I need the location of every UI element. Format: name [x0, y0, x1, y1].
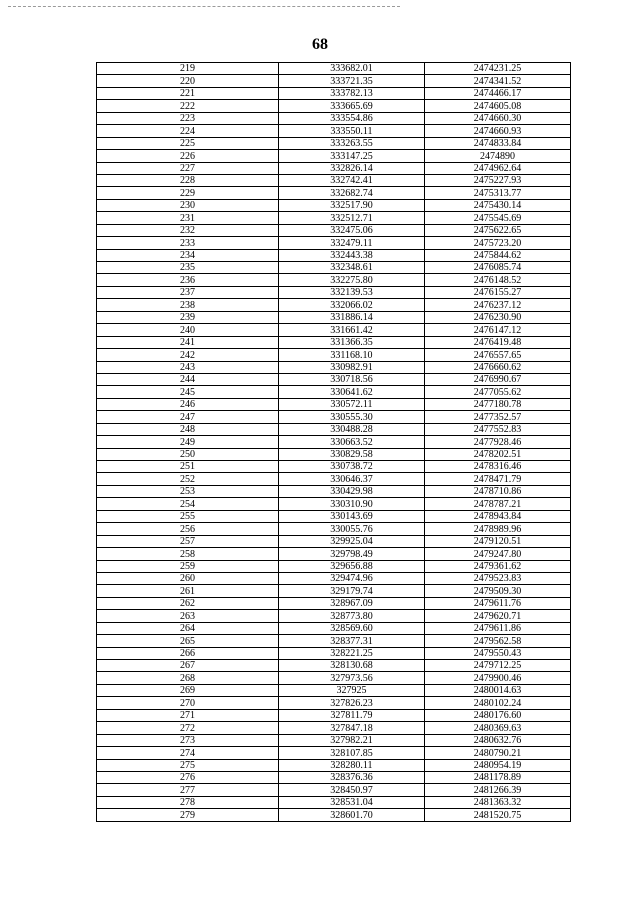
- table-row: [97, 199, 571, 211]
- x-coordinate-cell: 330555.30: [279, 411, 425, 423]
- x-coordinate-cell: 329179.74: [279, 585, 425, 597]
- x-coordinate-cell: 330646.37: [279, 473, 425, 485]
- point-number-cell: 246: [97, 398, 279, 410]
- x-coordinate-cell: 331366.35: [279, 336, 425, 348]
- table-row: [97, 461, 571, 473]
- x-coordinate-cell: 332742.41: [279, 174, 425, 186]
- point-number-cell: 237: [97, 286, 279, 298]
- table-row: [97, 311, 571, 323]
- point-number-cell: 261: [97, 585, 279, 597]
- table-row: [97, 473, 571, 485]
- table-row: [97, 150, 571, 162]
- x-coordinate-cell: 333682.01: [279, 63, 425, 75]
- table-row: [97, 485, 571, 497]
- point-number-cell: 275: [97, 759, 279, 771]
- x-coordinate-cell: 330718.56: [279, 373, 425, 385]
- y-coordinate-cell: 2476230.90: [425, 311, 571, 323]
- y-coordinate-cell: 2474466.17: [425, 87, 571, 99]
- table-row: [97, 75, 571, 87]
- x-coordinate-cell: 328569.60: [279, 622, 425, 634]
- table-row: [97, 237, 571, 249]
- y-coordinate-cell: 2481363.32: [425, 796, 571, 808]
- point-number-cell: 250: [97, 448, 279, 460]
- point-number-cell: 251: [97, 461, 279, 473]
- point-number-cell: 238: [97, 299, 279, 311]
- y-coordinate-cell: 2479562.58: [425, 635, 571, 647]
- point-number-cell: 263: [97, 610, 279, 622]
- point-number-cell: 244: [97, 373, 279, 385]
- table-row: [97, 660, 571, 672]
- point-number-cell: 273: [97, 734, 279, 746]
- table-row: [97, 373, 571, 385]
- y-coordinate-cell: 2475622.65: [425, 224, 571, 236]
- y-coordinate-cell: 2477055.62: [425, 386, 571, 398]
- y-coordinate-cell: 2479550.43: [425, 647, 571, 659]
- y-coordinate-cell: 2476148.52: [425, 274, 571, 286]
- y-coordinate-cell: 2477180.78: [425, 398, 571, 410]
- x-coordinate-cell: 333665.69: [279, 100, 425, 112]
- table-row: [97, 535, 571, 547]
- table-row: [97, 635, 571, 647]
- y-coordinate-cell: 2476155.27: [425, 286, 571, 298]
- table-row: [97, 597, 571, 609]
- y-coordinate-cell: 2476990.67: [425, 373, 571, 385]
- x-coordinate-cell: 333721.35: [279, 75, 425, 87]
- x-coordinate-cell: 327925: [279, 684, 425, 696]
- x-coordinate-cell: 332826.14: [279, 162, 425, 174]
- y-coordinate-cell: 2476660.62: [425, 361, 571, 373]
- x-coordinate-cell: 330055.76: [279, 523, 425, 535]
- point-number-cell: 230: [97, 199, 279, 211]
- table-row: [97, 622, 571, 634]
- x-coordinate-cell: 333782.13: [279, 87, 425, 99]
- table-row: [97, 336, 571, 348]
- table-row: [97, 448, 571, 460]
- y-coordinate-cell: 2476237.12: [425, 299, 571, 311]
- y-coordinate-cell: 2474890: [425, 150, 571, 162]
- point-number-cell: 233: [97, 237, 279, 249]
- table-row: [97, 162, 571, 174]
- x-coordinate-cell: 330663.52: [279, 436, 425, 448]
- point-number-cell: 254: [97, 498, 279, 510]
- point-number-cell: 258: [97, 548, 279, 560]
- y-coordinate-cell: 2474962.64: [425, 162, 571, 174]
- table-row: [97, 411, 571, 423]
- table-row: [97, 560, 571, 572]
- y-coordinate-cell: 2475227.93: [425, 174, 571, 186]
- point-number-cell: 279: [97, 809, 279, 821]
- x-coordinate-cell: 330982.91: [279, 361, 425, 373]
- point-number-cell: 260: [97, 572, 279, 584]
- table-row: [97, 274, 571, 286]
- point-number-cell: 269: [97, 684, 279, 696]
- table-row: [97, 361, 571, 373]
- y-coordinate-cell: 2475313.77: [425, 187, 571, 199]
- y-coordinate-cell: 2478989.96: [425, 523, 571, 535]
- x-coordinate-cell: 328450.97: [279, 784, 425, 796]
- x-coordinate-cell: 333554.86: [279, 112, 425, 124]
- x-coordinate-cell: 331886.14: [279, 311, 425, 323]
- point-number-cell: 256: [97, 523, 279, 535]
- point-number-cell: 259: [97, 560, 279, 572]
- table-row: [97, 87, 571, 99]
- y-coordinate-cell: 2479509.30: [425, 585, 571, 597]
- point-number-cell: 248: [97, 423, 279, 435]
- table-row: [97, 286, 571, 298]
- point-number-cell: 226: [97, 150, 279, 162]
- y-coordinate-cell: 2479247.80: [425, 548, 571, 560]
- y-coordinate-cell: 2474341.52: [425, 75, 571, 87]
- point-number-cell: 278: [97, 796, 279, 808]
- point-number-cell: 253: [97, 485, 279, 497]
- point-number-cell: 270: [97, 697, 279, 709]
- point-number-cell: 243: [97, 361, 279, 373]
- y-coordinate-cell: 2480014.63: [425, 684, 571, 696]
- x-coordinate-cell: 327847.18: [279, 722, 425, 734]
- y-coordinate-cell: 2476557.65: [425, 349, 571, 361]
- x-coordinate-cell: 331168.10: [279, 349, 425, 361]
- table-row: [97, 809, 571, 821]
- point-number-cell: 236: [97, 274, 279, 286]
- table-row: [97, 498, 571, 510]
- point-number-cell: 234: [97, 249, 279, 261]
- table-row: [97, 349, 571, 361]
- table-row: [97, 572, 571, 584]
- x-coordinate-cell: 329925.04: [279, 535, 425, 547]
- coordinates-table: [96, 62, 571, 822]
- table-row: [97, 548, 571, 560]
- y-coordinate-cell: 2479611.76: [425, 597, 571, 609]
- point-number-cell: 257: [97, 535, 279, 547]
- x-coordinate-cell: 329798.49: [279, 548, 425, 560]
- coordinates-table-body: [97, 63, 571, 822]
- table-row: [97, 672, 571, 684]
- y-coordinate-cell: 2477928.46: [425, 436, 571, 448]
- x-coordinate-cell: 333263.55: [279, 137, 425, 149]
- table-row: [97, 174, 571, 186]
- y-coordinate-cell: 2480790.21: [425, 747, 571, 759]
- point-number-cell: 265: [97, 635, 279, 647]
- point-number-cell: 223: [97, 112, 279, 124]
- table-row: [97, 398, 571, 410]
- point-number-cell: 224: [97, 125, 279, 137]
- table-row: [97, 100, 571, 112]
- x-coordinate-cell: 327811.79: [279, 709, 425, 721]
- x-coordinate-cell: 332512.71: [279, 212, 425, 224]
- table-row: [97, 112, 571, 124]
- y-coordinate-cell: 2474231.25: [425, 63, 571, 75]
- x-coordinate-cell: 328601.70: [279, 809, 425, 821]
- x-coordinate-cell: 332475.06: [279, 224, 425, 236]
- x-coordinate-cell: 333550.11: [279, 125, 425, 137]
- x-coordinate-cell: 327973.56: [279, 672, 425, 684]
- x-coordinate-cell: 329656.88: [279, 560, 425, 572]
- y-coordinate-cell: 2474833.84: [425, 137, 571, 149]
- point-number-cell: 271: [97, 709, 279, 721]
- table-row: [97, 684, 571, 696]
- y-coordinate-cell: 2478710.86: [425, 485, 571, 497]
- table-row: [97, 647, 571, 659]
- scan-top-rule: [8, 6, 400, 7]
- y-coordinate-cell: 2474660.93: [425, 125, 571, 137]
- point-number-cell: 247: [97, 411, 279, 423]
- y-coordinate-cell: 2479523.83: [425, 572, 571, 584]
- table-row: [97, 249, 571, 261]
- y-coordinate-cell: 2475545.69: [425, 212, 571, 224]
- table-row: [97, 796, 571, 808]
- x-coordinate-cell: 328377.31: [279, 635, 425, 647]
- point-number-cell: 222: [97, 100, 279, 112]
- table-row: [97, 324, 571, 336]
- table-row: [97, 137, 571, 149]
- x-coordinate-cell: 333147.25: [279, 150, 425, 162]
- point-number-cell: 277: [97, 784, 279, 796]
- point-number-cell: 255: [97, 510, 279, 522]
- y-coordinate-cell: 2478943.84: [425, 510, 571, 522]
- y-coordinate-cell: 2478202.51: [425, 448, 571, 460]
- point-number-cell: 267: [97, 660, 279, 672]
- point-number-cell: 239: [97, 311, 279, 323]
- page-number: 68: [312, 36, 328, 53]
- x-coordinate-cell: 332348.61: [279, 262, 425, 274]
- y-coordinate-cell: 2481178.89: [425, 771, 571, 783]
- y-coordinate-cell: 2480369.63: [425, 722, 571, 734]
- x-coordinate-cell: 330429.98: [279, 485, 425, 497]
- y-coordinate-cell: 2474605.08: [425, 100, 571, 112]
- point-number-cell: 245: [97, 386, 279, 398]
- point-number-cell: 241: [97, 336, 279, 348]
- y-coordinate-cell: 2479620.71: [425, 610, 571, 622]
- y-coordinate-cell: 2480176.60: [425, 709, 571, 721]
- y-coordinate-cell: 2478787.21: [425, 498, 571, 510]
- table-row: [97, 709, 571, 721]
- x-coordinate-cell: 330488.28: [279, 423, 425, 435]
- x-coordinate-cell: 328130.68: [279, 660, 425, 672]
- table-row: [97, 187, 571, 199]
- x-coordinate-cell: 332517.90: [279, 199, 425, 211]
- x-coordinate-cell: 328376.36: [279, 771, 425, 783]
- x-coordinate-cell: 328107.85: [279, 747, 425, 759]
- y-coordinate-cell: 2475723.20: [425, 237, 571, 249]
- point-number-cell: 252: [97, 473, 279, 485]
- y-coordinate-cell: 2478316.46: [425, 461, 571, 473]
- x-coordinate-cell: 332479.11: [279, 237, 425, 249]
- x-coordinate-cell: 329474.96: [279, 572, 425, 584]
- x-coordinate-cell: 327982.21: [279, 734, 425, 746]
- x-coordinate-cell: 328967.09: [279, 597, 425, 609]
- y-coordinate-cell: 2479611.86: [425, 622, 571, 634]
- table-row: [97, 784, 571, 796]
- y-coordinate-cell: 2477552.83: [425, 423, 571, 435]
- point-number-cell: 274: [97, 747, 279, 759]
- x-coordinate-cell: 330143.69: [279, 510, 425, 522]
- point-number-cell: 220: [97, 75, 279, 87]
- point-number-cell: 242: [97, 349, 279, 361]
- y-coordinate-cell: 2481266.39: [425, 784, 571, 796]
- x-coordinate-cell: 328280.11: [279, 759, 425, 771]
- y-coordinate-cell: 2476147.12: [425, 324, 571, 336]
- table-row: [97, 734, 571, 746]
- y-coordinate-cell: 2474660.30: [425, 112, 571, 124]
- y-coordinate-cell: 2475844.62: [425, 249, 571, 261]
- table-row: [97, 585, 571, 597]
- table-row: [97, 224, 571, 236]
- point-number-cell: 225: [97, 137, 279, 149]
- y-coordinate-cell: 2476419.48: [425, 336, 571, 348]
- table-row: [97, 722, 571, 734]
- table-row: [97, 262, 571, 274]
- table-row: [97, 771, 571, 783]
- x-coordinate-cell: 330829.58: [279, 448, 425, 460]
- y-coordinate-cell: 2475430.14: [425, 199, 571, 211]
- x-coordinate-cell: 331661.42: [279, 324, 425, 336]
- table-row: [97, 423, 571, 435]
- table-row: [97, 212, 571, 224]
- table-row: [97, 747, 571, 759]
- point-number-cell: 268: [97, 672, 279, 684]
- y-coordinate-cell: 2477352.57: [425, 411, 571, 423]
- table-row: [97, 510, 571, 522]
- x-coordinate-cell: 330738.72: [279, 461, 425, 473]
- point-number-cell: 227: [97, 162, 279, 174]
- point-number-cell: 221: [97, 87, 279, 99]
- point-number-cell: 235: [97, 262, 279, 274]
- point-number-cell: 266: [97, 647, 279, 659]
- x-coordinate-cell: 332275.80: [279, 274, 425, 286]
- y-coordinate-cell: 2480102.24: [425, 697, 571, 709]
- point-number-cell: 232: [97, 224, 279, 236]
- table-row: [97, 610, 571, 622]
- table-row: [97, 299, 571, 311]
- table-row: [97, 697, 571, 709]
- y-coordinate-cell: 2479120.51: [425, 535, 571, 547]
- point-number-cell: 276: [97, 771, 279, 783]
- y-coordinate-cell: 2479900.46: [425, 672, 571, 684]
- point-number-cell: 264: [97, 622, 279, 634]
- x-coordinate-cell: 332139.53: [279, 286, 425, 298]
- x-coordinate-cell: 332443.38: [279, 249, 425, 261]
- x-coordinate-cell: 330572.11: [279, 398, 425, 410]
- point-number-cell: 228: [97, 174, 279, 186]
- x-coordinate-cell: 332066.02: [279, 299, 425, 311]
- y-coordinate-cell: 2479712.25: [425, 660, 571, 672]
- point-number-cell: 231: [97, 212, 279, 224]
- y-coordinate-cell: 2480954.19: [425, 759, 571, 771]
- y-coordinate-cell: 2479361.62: [425, 560, 571, 572]
- y-coordinate-cell: 2478471.79: [425, 473, 571, 485]
- point-number-cell: 249: [97, 436, 279, 448]
- x-coordinate-cell: 330310.90: [279, 498, 425, 510]
- point-number-cell: 240: [97, 324, 279, 336]
- point-number-cell: 229: [97, 187, 279, 199]
- y-coordinate-cell: 2480632.76: [425, 734, 571, 746]
- table-row: [97, 125, 571, 137]
- point-number-cell: 272: [97, 722, 279, 734]
- x-coordinate-cell: 328531.04: [279, 796, 425, 808]
- x-coordinate-cell: 328221.25: [279, 647, 425, 659]
- table-row: [97, 759, 571, 771]
- point-number-cell: 262: [97, 597, 279, 609]
- x-coordinate-cell: 332682.74: [279, 187, 425, 199]
- x-coordinate-cell: 330641.62: [279, 386, 425, 398]
- x-coordinate-cell: 328773.80: [279, 610, 425, 622]
- table-row: [97, 523, 571, 535]
- point-number-cell: 219: [97, 63, 279, 75]
- table-row: [97, 63, 571, 75]
- y-coordinate-cell: 2476085.74: [425, 262, 571, 274]
- x-coordinate-cell: 327826.23: [279, 697, 425, 709]
- y-coordinate-cell: 2481520.75: [425, 809, 571, 821]
- table-row: [97, 386, 571, 398]
- table-row: [97, 436, 571, 448]
